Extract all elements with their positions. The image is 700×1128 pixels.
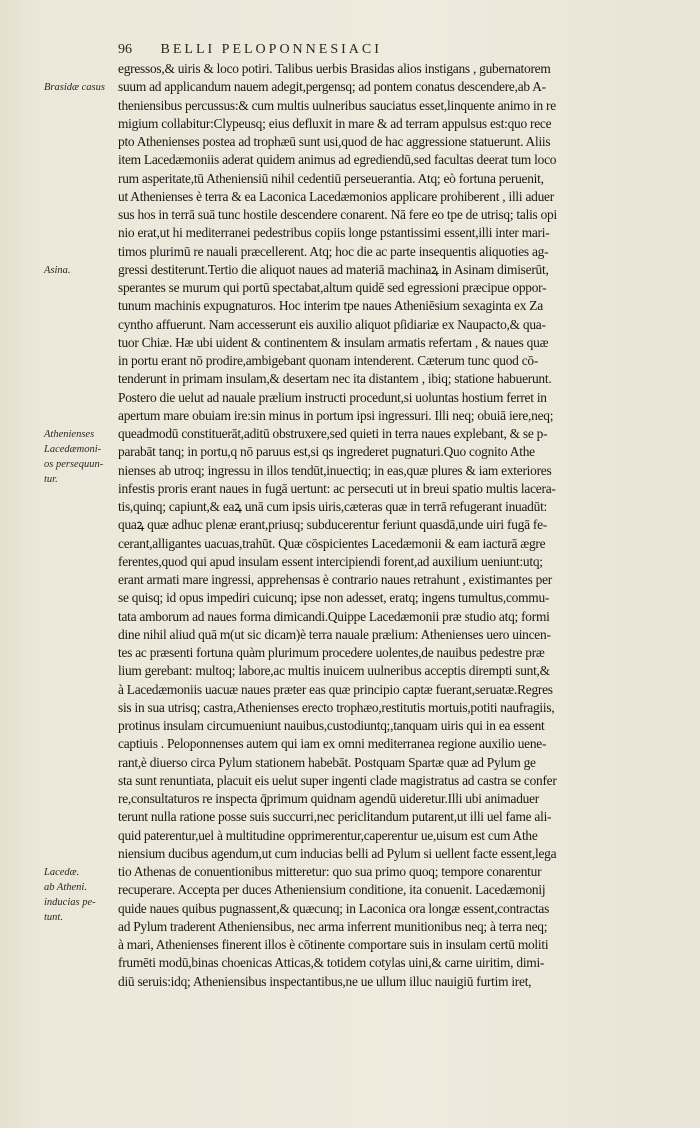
text-line: tis,quinq; capiunt,& eaꝝ unā cum ipsis uiris,cæteras quæ in terrā refugerant inuadūt: — [118, 499, 548, 514]
text-line: tio Athenas de conuentionibus mitteretur: quo sua primo quoq; tempore conarentur — [118, 864, 542, 879]
text-line: tata amborum ad naues forma dimicandi.Quippe Lacedæmonii præ studio atq; formi — [118, 608, 550, 624]
text-line: quide naues quibus pugnassent,& quæcunq; in Laconica ora longæ essent,contractas — [118, 900, 550, 916]
margin-note-line: ab Atheni. — [44, 882, 87, 893]
text-line: re,consultaturos re inspecta q̄primum quidnam agendū uideretur.Illi ubi animaduer — [118, 791, 540, 806]
margin-note-line: Asina. — [44, 264, 71, 276]
margin-note-line: Lacedæmoni- — [44, 444, 102, 455]
margin-note — [44, 80, 118, 95]
running-title: BELLI PELOPONNESIACI — [160, 42, 382, 57]
margin-note-line: Brasidæ casus — [44, 82, 105, 94]
margin-note-line: os persequun- — [44, 459, 104, 470]
text-line: quaꝝ quæ adhuc plenæ erant,priusq; subducerentur feriunt quasdā,unde uiri fugā fe- — [118, 517, 547, 533]
text-line: niensium ducibus agendum,ut cum inducias belli ad Pylum si uellent facte essent,lega — [118, 845, 557, 861]
text-line: recuperare. Accepta per duces Atheniensium conditione, ita conuenit. Lacedæmonij — [118, 882, 546, 898]
page-header — [118, 42, 678, 58]
text-line: ut Athenienses è terra & ea Laconica Lacedæmonios applicare prohiberent , illi aduer — [118, 188, 554, 204]
main-text-block — [44, 60, 684, 991]
text-line: item Lacedæmoniis aderat quidem animus ad egrediendū,sed facultas deerat tum loco — [118, 152, 557, 168]
text-line: cyntho affuerunt. Nam accesserunt eis auxilio aliquot pſidiariæ ex Naupacto,& qua- — [118, 316, 546, 332]
text-line: se quisq; id opus impediri cuicunq; ipse non adesset, eratq; ingens tumultus,commu- — [118, 590, 550, 606]
text-line: rum asperitate,tū Atheniensiū nihil cedentiū perseuerantia. Atq; eò fortuna peruenit, — [118, 170, 544, 186]
margin-note-line: tunt. — [44, 912, 63, 923]
page-number: 96 — [118, 42, 132, 57]
text-line: queadmodū constituerāt,aditū obstruxere,sed quieti in terra naues explebant, & se p- — [118, 426, 548, 441]
margin-note — [44, 263, 118, 278]
text-line: infestis proris erant naues in fugā uertunt: ac persecuti ut in breui spatio multis lacera- — [118, 480, 556, 496]
text-line: terunt nulla ratione posse suis succurri,nec periclitandum putarent,ut illi uel fame ali- — [118, 809, 552, 825]
text-line: timos plurimū re nauali præcellerent. Atq; hoc die ac parte insequentis aliquoties ag- — [118, 243, 549, 259]
text-line: theniensibus percussus:& cum multis uulneribus sauciatus esset,linquente animo in re — [118, 97, 556, 113]
text-line: nienses ab utroq; ingressu in illos tendūt,inuectiq; in eas,quæ plures & iam exteriores — [118, 462, 552, 478]
text-line: pto Athenienses postea ad trophæū sunt usi,quod de hac aggressione statuerunt. Aliis — [118, 134, 551, 149]
text-line: à mari, Athenienses finerent illos è cōtinente comportare suis in insulam certū moliti — [118, 937, 549, 952]
text-line: sis in sua utrisq; castra,Athenienses erecto trophæo,restitutis mortuis,potiti naufragiis, — [118, 699, 555, 715]
margin-note-line: inducias pe- — [44, 897, 96, 908]
margin-note — [44, 427, 118, 487]
text-line: rant,è diuerso circa Pylum stationem habebāt. Postquam Spartæ quæ ad Pylum ge — [118, 754, 536, 770]
text-line: ferentes,quod qui apud insulam essent intercipiendi forent,ad auxilium ueniunt:utq; — [118, 553, 543, 569]
text-line: lium gerebant: multoq; labore,ac multis inuicem uulneribus acceptis dirempti sunt,& — [118, 663, 550, 679]
text-line: ad Pylum traderent Atheniensibus, nec arma inferrent munitionibus neq; à terra neq; — [118, 918, 548, 934]
margin-note — [44, 865, 118, 925]
margin-note-line: Athenienses — [44, 429, 95, 440]
text-line: egressos,& uiris & loco potiri. Talibus uerbis Brasidas alios instigans , gubernatorem — [118, 61, 551, 76]
text-line: suum ad applicandum nauem adegit,pergensq; ad pontem conatus descendere,ab A- — [118, 79, 546, 95]
text-line: diū seruis:idq; Atheniensibus inspectantibus,ne ue ullum illuc nauigiū furtim iret, — [118, 973, 532, 989]
text-line: à Lacedæmoniis uacuæ naues præter eas quæ principio captæ fuerant,seruatæ.Regres — [118, 681, 553, 697]
text-line: sus hos in terrā suā tunc hostile descendere conarent. Nā fere eo tpe de utrisq; talis opi — [118, 207, 557, 222]
text-line: erant armati mare ingressi, apprehensas è contrario naues retrahunt , existimantes per — [118, 572, 552, 587]
text-line: Postero die uelut ad nauale prælium instructi procedunt,si uoluntas hostium ferret in — [118, 389, 547, 405]
text-line: gressi destiterunt.Tertio die aliquot naues ad materiā machinaꝝ in Asinam dimiserūt, — [118, 261, 549, 277]
text-line: tes ac præsenti fortuna quàm plurimum procedere uolentes,de nauibus pedestre præ — [118, 645, 545, 660]
text-line: quid paterentur,uel à multitudine opprimerentur,caperentur ue,uisum est cum Athe — [118, 827, 538, 843]
text-line: cerant,alligantes uacuas,trahūt. Quæ cōspicientes Lacedæmonii & eam iacturā ægre — [118, 535, 546, 551]
text-line: sperantes se murum qui portū spectabat,altum quidē sed egressioni præcipue oppor- — [118, 280, 547, 295]
text-line: tenderunt in primam insulam,& desertam nec ita distantem , ibiq; statione habuerunt. — [118, 371, 552, 387]
margin-note-line: Lacedæ. — [44, 867, 80, 878]
text-line: captiuis . Peloponnenses autem qui iam ex omni mediterranea regione auxilio uene- — [118, 736, 547, 752]
text-line: parabāt tanq; in portu,q nō paruus est,si qs ingrederet pugnaturi.Quo cognito Athe — [118, 444, 535, 460]
text-line: frumēti modū,binas choenicas Atticas,& totidem cotylas uini,& carne uiritim, dimi- — [118, 955, 545, 971]
text-line: dine nihil aliud quā m(ut sic dicam)è terra nauale prælium: Athenienses uero uincen- — [118, 626, 551, 642]
text-line: tuor Chiæ. Hæ ubi uident & continentem & insulam armatis refertam , & naues quæ — [118, 334, 549, 350]
text-line: apertum mare obuiam ire:sin minus in portum ipsi ingressuri. Illi neq; obuiā iere,neq; — [118, 407, 554, 423]
text-line: tunum machinis expugnaturos. Hoc interim tpe naues Atheniēsium sexaginta ex Za — [118, 298, 543, 314]
text-line: sta sunt renuntiata, placuit eis uelut super ingenti clade magistratus ad castra se confer — [118, 772, 557, 788]
text-line: migium collabitur:Clypeusq; eius defluxit in mare & ad terram appulsus est:quo rece — [118, 115, 552, 131]
text-line: nio erat,ut hi mediterranei pedestribus copiis longe pstantissimi essent,illi inter mari- — [118, 225, 550, 241]
text-line: protinus insulam circumueniunt nauibus,custodiuntq;,tanquam uiris qui in ea essent — [118, 718, 545, 733]
margin-note-line: tur. — [44, 474, 58, 485]
text-line: in portu erant nō prodire,ambigebant quonam intenderent. Cæterum tunc quod cō- — [118, 353, 539, 368]
